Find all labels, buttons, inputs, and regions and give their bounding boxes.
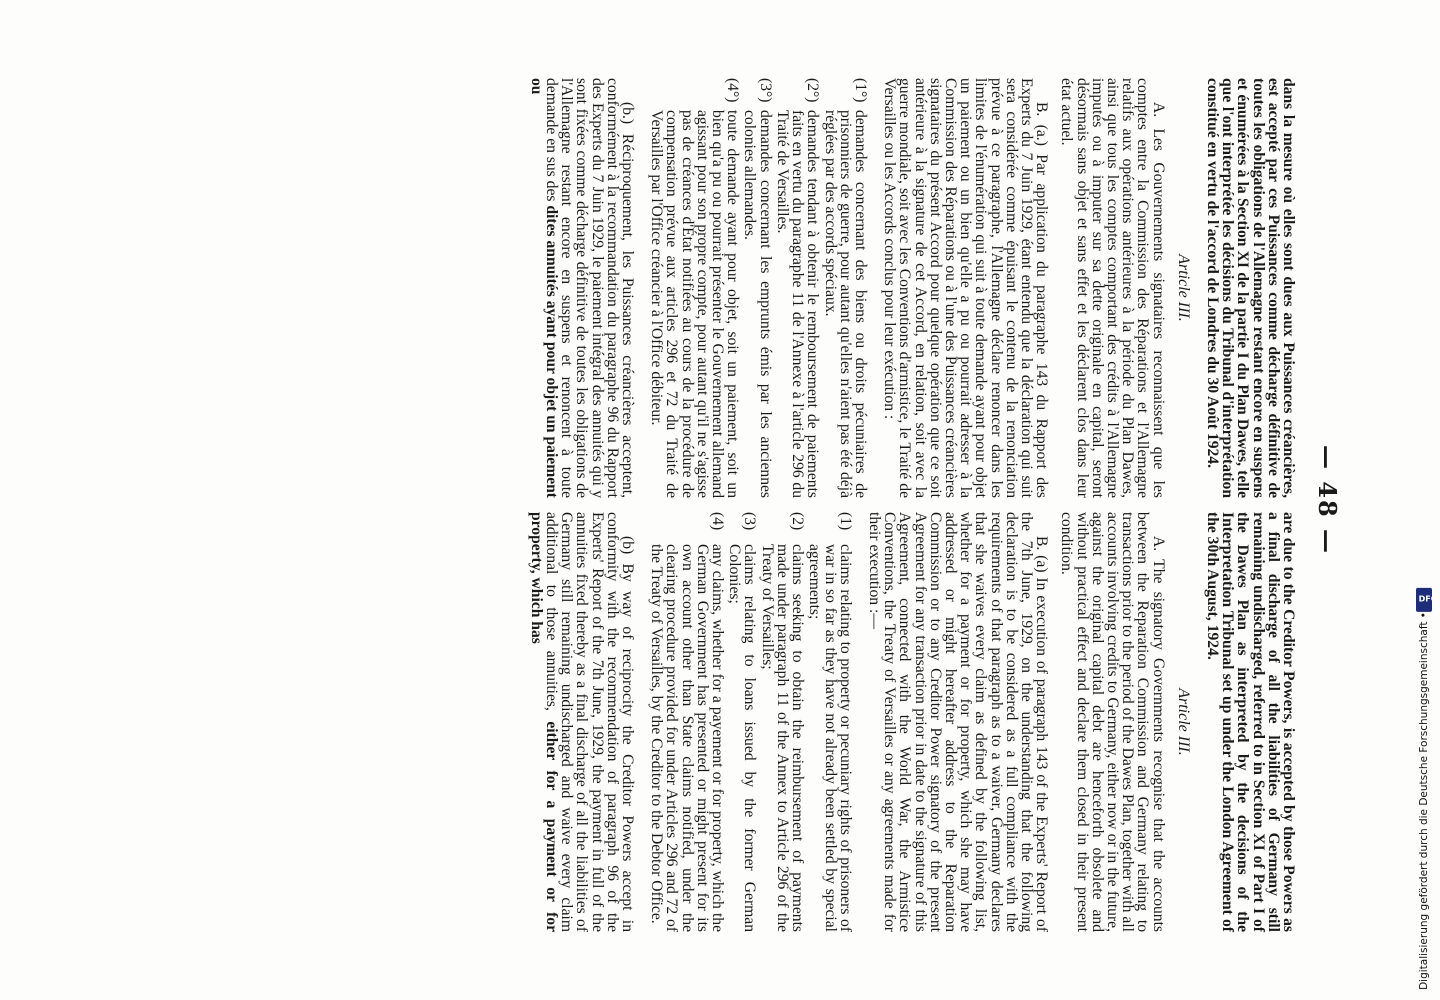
- french-claims-list: [649, 78, 868, 498]
- english-para-b-b-lead: (b) By way of reciprocity the Creditor Powers accept in conformity with the recommendation of paragraph 96 of the Experts' Report of the 7th June, 1929, the payment in full of the annuities fixed thereby as a final discharge of all the liabilities of Germany still remaining undischarged and waive every claim additional to those annuities,: [543, 512, 637, 932]
- list-item: [742, 78, 772, 498]
- list-item-text: claims relating to property or pecuniary rights of prisoners of war in so far as they have not already been settled by special agreements;: [806, 544, 854, 932]
- list-item-text: toute demande ayant pour objet, soit un paiement, soit un bien qu'a pu ou pourrait présenter le Gouvernement allemand agissant pour son propre compte, pour autant qu'il ne s'agisse pas de créances d'État notifiées au cours de la procédure de compensation prévue aux articles 296 et 72 du Traité de Versailles par l'Office créancier à l'Office débiteur.: [648, 110, 742, 498]
- list-item: [807, 512, 853, 932]
- list-item-number: (1): [836, 512, 854, 531]
- list-item-number: (4): [709, 512, 727, 531]
- french-para-a: A. Les Gouvernements signataires reconnaissent que les comptes entre la Commission des Réparations et l'Allemagne relatifs aux opérations antérieures à la période du Plan Dawes, ainsi que tous les comptes comportant des crédits à l'Allemagne imputés ou à imputer sur sa dette originale en capital, seront désormais sans objet et sans effet et les déclarent clos dans leur état actuel.: [1058, 78, 1167, 498]
- english-column: [529, 512, 1296, 932]
- english-intro-text: are due to the Creditor Powers, is accepted by those Powers as a final discharge of all the liabilities of Germany still remaining undischarged, referred to in Section XI of Part I of the Dawes Plan as interpreted by the decisions of the Interpretation Tribunal set up under the London Agreement of the 30th August, 1924.: [1203, 512, 1297, 932]
- french-intro: [1205, 78, 1296, 498]
- digitisation-credit: [1416, 584, 1438, 990]
- english-article-heading: Article III.: [1174, 688, 1192, 756]
- dfg-logo-icon: [1416, 588, 1438, 612]
- list-item-text: demandes concernant les emprunts émis par les anciennes colonies allemandes.: [741, 110, 774, 498]
- list-item-number: (2): [789, 512, 807, 531]
- list-item-text: demandes concernant des biens ou droits pécuniaires de prisonniers de guerre, pour autant qu'elles n'aient pas été déjà réglées par des accords spéciaux.: [821, 110, 869, 498]
- french-intro-text: dans la mesure où elles sont dues aux Puissances créancières, est accepté par ces Puissances comme décharge définitive de toutes les obligations de l'Allemagne restant encore en suspens et énumérées à la Section XI de la partie I du Plan Dawes, telle que l'ont interprétée les décisions du Tribunal d'interprétation constitué en vertu de l'accord de Londres du 30 Août 1924.: [1203, 78, 1297, 498]
- list-item: [649, 78, 740, 498]
- list-item: [727, 512, 757, 932]
- english-para-a: A. The signatory Governments recognise that the accounts between the Reparation Commission and Germany relating to transactions prior to the period of the Dawes Plan, together with all accounts involving credits to Germany, either now or in the future, against the original capital debt are henceforth obsolete and without practical effect and declare them closed in their present condition.: [1058, 512, 1167, 932]
- list-item-number: (3): [741, 512, 759, 531]
- list-item-number: (3°): [756, 78, 774, 103]
- english-para-b-b: [529, 512, 635, 932]
- list-item-text: claims relating to loans issued by the former German Colonies;: [726, 544, 759, 932]
- french-para-b-b-lead: (b.) Réciproquement, les Puissances créancières acceptent, conformément à la recommandation du paragraphe 96 du Rapport des Experts du 7 Juin 1929, le paiement intégral des annuités qui y sont fixées comme décharge définitive de toutes les obligations de l'Allemagne restant encore en suspens et renoncent à toute demande en sus des: [543, 78, 637, 498]
- french-para-b-b-bold: dites annuités ayant pour objet un paiement ou: [527, 78, 561, 498]
- english-para-b-b-bold: either for a payment or for property, which has: [527, 512, 561, 932]
- list-item-text: demandes tendant à obtenir le remboursement de paiements faits en vertu du paragraphe 11 de l'Annexe à l'article 296 du Traité de Versailles.: [773, 110, 822, 498]
- list-item: [760, 512, 806, 932]
- list-item-text: any claims, whether for a payement or for property, which the German Government has presented or might present for its own account other than State claims notified, under the clearing procedure provided for under Articles 296 and 72 of the Treaty of Versailles, by the Creditor to the Debtor Office.: [648, 544, 727, 932]
- english-intro: [1205, 512, 1296, 932]
- list-item-number: (1°): [851, 78, 869, 103]
- list-item-number: (2°): [804, 78, 822, 103]
- french-para-b-b: [529, 78, 635, 498]
- dfg-logo-text: DFG: [1418, 595, 1438, 605]
- list-item: [649, 512, 725, 932]
- credit-text: Digitalisierung gefördert durch die Deutsche Forschungsgemeinschaft •: [1418, 612, 1430, 990]
- french-article-heading: Article III.: [1174, 254, 1192, 322]
- page-number: — 48 —: [1313, 444, 1342, 556]
- english-para-b: B. (a) In execution of paragraph 143 of the Experts' Report of the 7th June, 1929, on the understanding that the following declaration is to be considered as a full compliance with the requirements of that paragraph as to a waiver, Germany declares that she waives every claim as defined by the following list, whether for a payment or for property, which she may have addressed or might hereafter address to the Reparation Commission or to any Creditor Power signatory of the present Agreement for any transaction prior in date to the signature of this Agreement, connected with the World War, the Armistice Conventions, the Treaty of Versailles or any agreements made for their execution :—: [865, 512, 1051, 932]
- english-claims-list: [649, 512, 853, 932]
- list-item-text: claims seeking to obtain the reimbursement of payments made under paragraph 11 of the Annex to Article 296 of the Treaty of Versailles;: [758, 544, 807, 932]
- list-item-number: (4°): [724, 78, 742, 103]
- list-item: [822, 78, 868, 498]
- french-para-b: B. (a.) Par application du paragraphe 143 du Rapport des Experts du 7 Juin 1929, étant entendu que la déclaration qui suit sera considérée comme épuisant le contenu de la renonciation prévue à ce paragraphe, l'Allemagne déclare renoncer dans les limites de l'énumération qui suit à toute demande ayant pour objet un paiement ou un bien qu'elle a pu ou pourrait adresser à la Commission des Réparations ou à l'une des Puissances créancières signataires du présent Accord pour quelque opération que ce soit antérieure à la signature de cet Accord, en relation, soit avec la guerre mondiale, soit avec les Conventions d'armistice, le Traité de Versailles ou les Accords conclus pour leur exécution :: [881, 78, 1051, 498]
- french-column: [529, 78, 1296, 498]
- list-item: [775, 78, 821, 498]
